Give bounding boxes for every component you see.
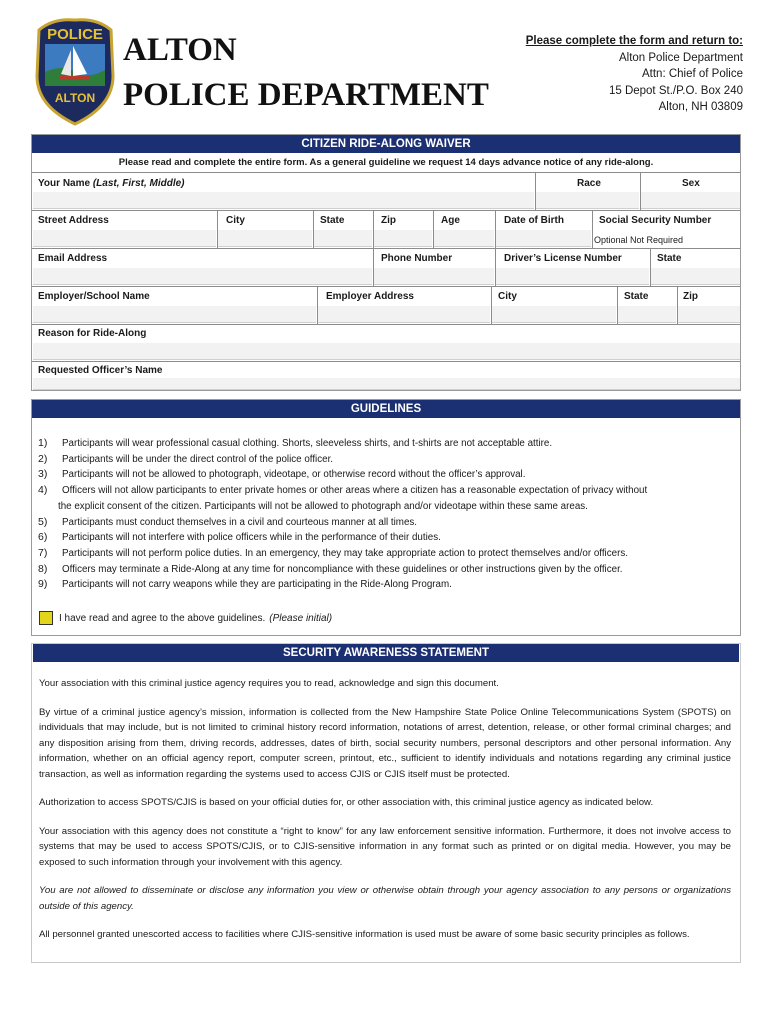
security-title-bar (33, 644, 739, 662)
your-name-label: Your Name (Last, First, Middle) (38, 178, 185, 189)
zip-input[interactable] (374, 230, 432, 247)
guidelines-title-bar (32, 400, 740, 418)
zip-label: Zip (381, 215, 396, 226)
dob-input[interactable] (496, 230, 591, 247)
employer-label: Employer/School Name (38, 291, 150, 302)
security-paragraph: Your association with this criminal justice agency requires you to read, acknowledge and sign this document. (39, 678, 499, 689)
street-address-label: Street Address (38, 215, 109, 226)
employer-zip-label: Zip (683, 291, 698, 302)
your-name-hint: (Last, First, Middle) (92, 178, 185, 189)
guideline-item: 1) Participants will wear professional casual clothing. Shorts, sleeveless shirts, and t-shirts are not acceptable attire. (38, 437, 553, 449)
security-paragraph: Authorization to access SPOTS/CJIS is based on your official duties for, or other association with, this criminal justice agency as indicated below. (39, 797, 654, 808)
your-name-input[interactable] (33, 192, 534, 209)
ride-along-waiver-form (31, 134, 741, 391)
employer-address-input[interactable] (318, 306, 490, 323)
state-label: State (320, 215, 345, 226)
city-input[interactable] (218, 230, 312, 247)
security-paragraph: By virtue of a criminal justice agency’s mission, information is collected from the New Hampshire State Police Online Telecommunications System (SPOTS) on individuals that may include, but is not limited to criminal history record information, notations of arrest, detention, release, or other formal criminal charges; and any disposition arising from them, driving records, addresses, dates of birth, social security numbers, personal descriptors and other personal information. Any information, whether on an official agency report, computer screen, printout, etc., sufficient to identify individuals and notations regarding any criminal justice transaction, as well as information regarding the systems used to access CJIS or CJIS itself must be protected. (39, 706, 731, 780)
badge-text-bottom: ALTON (54, 91, 96, 105)
department-name-line2: POLICE DEPARTMENT (123, 77, 489, 113)
guideline-item: 9) Participants will not carry weapons while they are participating in the Ride-Along Program. (38, 578, 452, 591)
license-state-input[interactable] (651, 268, 740, 285)
agree-hint: (Please initial) (269, 612, 333, 624)
reason-label: Reason for Ride-Along (38, 328, 147, 339)
sex-label: Sex (682, 178, 700, 189)
license-state-label: State (657, 253, 682, 264)
security-paragraph: Your association with this agency does not constitute a “right to know” for any law enforcement sensitive information. Furthermore, it does not involve access to systems that may be used to access SPOTS/CJIS, or to CJIS-sensitive information in any format such as printed or on digital media. However, you may be exposed to such information through your involvement with this agency. (39, 825, 731, 868)
badge-text-top: POLICE (47, 26, 103, 43)
guideline-item: 6) Participants will not interfere with police officers while in the performance of their duties. (38, 531, 441, 544)
form-intro: Please read and complete the entire form. As a general guideline we request 14 days advance notice of any ride-along. (118, 157, 654, 168)
return-line: 15 Depot St./P.O. Box 240 (608, 84, 743, 97)
guidelines-list (38, 436, 732, 593)
guidelines-section (31, 399, 741, 636)
employer-state-input[interactable] (618, 306, 676, 323)
city-label: City (226, 215, 245, 226)
guideline-item-continuation: the explicit consent of the citizen. Participants will not be allowed to photograph and/or videotape within these same areas. (58, 500, 588, 512)
employer-state-label: State (624, 291, 649, 302)
return-line: Attn: Chief of Police (642, 68, 743, 80)
age-label: Age (441, 215, 460, 226)
ssn-label: Social Security Number (599, 215, 712, 226)
agree-text: I have read and agree to the above guidelines. (59, 612, 266, 624)
guidelines-title: GUIDELINES (350, 403, 422, 415)
department-name (123, 28, 489, 118)
agree-guidelines-row (39, 611, 332, 625)
dob-label: Date of Birth (504, 215, 564, 226)
return-line: Alton, NH 03809 (658, 101, 743, 113)
guideline-item: 8) Officers may terminate a Ride-Along at any time for noncompliance with these guidelines or other instructions given by the officer. (38, 562, 623, 575)
license-input[interactable] (496, 268, 649, 285)
form-title-bar (32, 135, 740, 153)
license-label: Driver’s License Number (504, 253, 622, 264)
state-input[interactable] (314, 230, 372, 247)
race-label: Race (577, 178, 601, 189)
employer-input[interactable] (33, 306, 316, 323)
guideline-item: 3) Participants will not be allowed to photograph, videotape, or otherwise record without the officer’s approval. (38, 468, 526, 481)
reason-input[interactable] (33, 343, 740, 360)
security-awareness-section (31, 643, 741, 963)
security-title: SECURITY AWARENESS STATEMENT (283, 647, 489, 659)
street-address-input[interactable] (33, 230, 216, 247)
form-title: CITIZEN RIDE-ALONG WAIVER (301, 138, 471, 150)
race-input[interactable] (536, 192, 639, 209)
age-input[interactable] (434, 230, 494, 247)
ssn-optional-note: Optional Not Required (594, 235, 684, 245)
return-line: Alton Police Department (618, 51, 743, 64)
guideline-item: 4) Officers will not allow participants to enter private homes or other areas where a citizen has a reasonable expectation of privacy without (38, 484, 648, 497)
police-badge-logo (33, 16, 117, 126)
guideline-item: 5) Participants must conduct themselves in a civil and courteous manner at all times. (38, 515, 418, 528)
email-input[interactable] (33, 268, 372, 285)
security-paragraph-italic: You are not allowed to disseminate or disclose any information you view or otherwise obtain through your agency association to any persons or organizations outside of this agency. (39, 885, 731, 912)
phone-input[interactable] (374, 268, 494, 285)
employer-zip-input[interactable] (678, 306, 740, 323)
return-title: Please complete the form and return to: (525, 35, 743, 47)
employer-address-label: Employer Address (326, 291, 414, 302)
sex-input[interactable] (641, 192, 740, 209)
security-paragraph: All personnel granted unescorted access to facilities where CJIS-sensitive information is used must be aware of some basic security principles as follows. (39, 929, 690, 940)
department-name-line1: ALTON (123, 32, 237, 68)
return-address (526, 33, 743, 116)
guideline-item: 2) Participants will be under the direct control of the police officer. (38, 452, 334, 465)
requested-officer-label: Requested Officer’s Name (38, 365, 163, 376)
requested-officer-input[interactable] (33, 378, 740, 390)
employer-city-input[interactable] (492, 306, 616, 323)
guideline-item: 7) Participants will not perform police duties. In an emergency, they may take appropriate action to protect themselves and/or officers. (38, 546, 628, 559)
phone-label: Phone Number (381, 253, 453, 264)
email-label: Email Address (38, 253, 108, 264)
initial-checkbox[interactable] (39, 611, 53, 625)
security-body (39, 676, 731, 956)
employer-city-label: City (498, 291, 517, 302)
